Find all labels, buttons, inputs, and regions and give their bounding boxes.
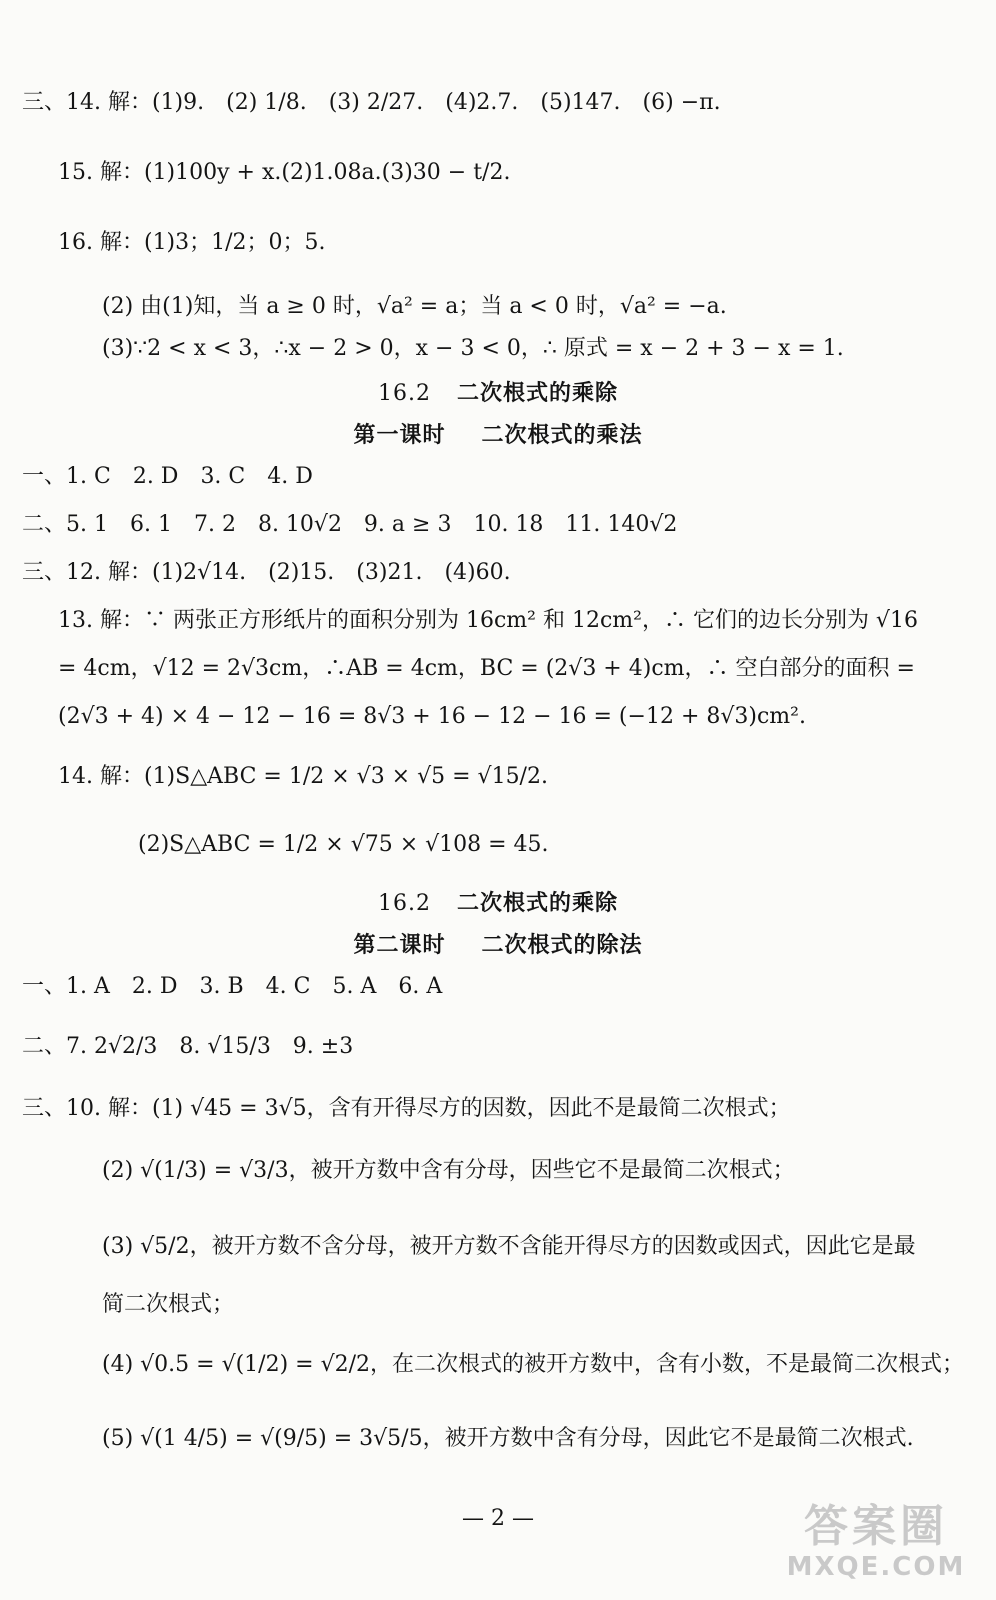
- lesson-title: 二次根式的除法: [481, 932, 643, 958]
- lesson-heading: [0, 420, 996, 450]
- answer-line: 三、14. 解：(1)9. (2) 1/8. (3) 2/27. (4)2.7. (5)147. (6) −π.: [22, 90, 721, 115]
- section-number: 16.2: [378, 381, 431, 406]
- answer-line: (2)S△ABC = 1/2 × √75 × √108 = 45.: [138, 832, 549, 857]
- lesson-label: 第二课时: [353, 932, 446, 958]
- answer-line: (2) 由(1)知，当 a ≥ 0 时，√a² = a；当 a < 0 时，√a² = −a.: [102, 294, 727, 319]
- answer-line: (4) √0.5 = √(1/2) = √2/2，在二次根式的被开方数中，含有小数，不是最简二次根式；: [102, 1352, 965, 1377]
- answer-line: 简二次根式；: [102, 1292, 235, 1317]
- answer-line: = 4cm，√12 = 2√3cm，∴AB = 4cm，BC = (2√3 + 4)cm，∴ 空白部分的面积 =: [58, 656, 915, 681]
- answer-line: (3)∵2 < x < 3，∴x − 2 > 0，x − 3 < 0，∴ 原式 = x − 2 + 3 − x = 1.: [102, 336, 844, 361]
- section-heading: [0, 888, 996, 919]
- answer-line: 16. 解：(1)3；1/2；0；5.: [58, 230, 326, 255]
- section-title: 二次根式的乘除: [456, 380, 618, 406]
- answer-line: 一、1. A 2. D 3. B 4. C 5. A 6. A: [22, 974, 443, 999]
- answer-line: 二、5. 1 6. 1 7. 2 8. 10√2 9. a ≥ 3 10. 18 11. 140√2: [22, 512, 678, 537]
- answer-line: 13. 解：∵ 两张正方形纸片的面积分别为 16cm² 和 12cm²，∴ 它们的边长分别为 √16: [58, 608, 918, 633]
- answer-line: 三、12. 解：(1)2√14. (2)15. (3)21. (4)60.: [22, 560, 511, 585]
- watermark-en: MXQE.COM: [786, 1552, 966, 1582]
- answer-line: (2) √(1/3) = √3/3，被开方数中含有分母，因些它不是最简二次根式；: [102, 1158, 795, 1183]
- answer-line: 一、1. C 2. D 3. C 4. D: [22, 464, 313, 489]
- answer-line: 15. 解：(1)100y + x.(2)1.08a.(3)30 − t/2.: [58, 160, 511, 185]
- answer-line: (3) √5/2，被开方数不含分母，被开方数不含能开得尽方的因数或因式，因此它是最: [102, 1234, 916, 1259]
- section-heading: [0, 378, 996, 409]
- answer-line: 二、7. 2√2/3 8. √15/3 9. ±3: [22, 1034, 354, 1059]
- lesson-label: 第一课时: [353, 422, 446, 448]
- answer-line: 14. 解：(1)S△ABC = 1/2 × √3 × √5 = √15/2.: [58, 764, 548, 789]
- lesson-heading: [0, 930, 996, 960]
- page-number: — 2 —: [462, 1506, 534, 1531]
- section-number: 16.2: [378, 891, 431, 916]
- watermark-logo: [766, 1502, 986, 1592]
- section-title: 二次根式的乘除: [456, 890, 618, 916]
- answer-line: (5) √(1 4/5) = √(9/5) = 3√5/5，被开方数中含有分母，因此它不是最简二次根式.: [102, 1426, 914, 1451]
- answer-line: (2√3 + 4) × 4 − 12 − 16 = 8√3 + 16 − 12 − 16 = (−12 + 8√3)cm².: [58, 704, 806, 729]
- lesson-title: 二次根式的乘法: [481, 422, 643, 448]
- answer-line: 三、10. 解：(1) √45 = 3√5，含有开得尽方的因数，因此不是最简二次根式；: [22, 1096, 791, 1121]
- watermark-cn: 答案圈: [804, 1501, 948, 1552]
